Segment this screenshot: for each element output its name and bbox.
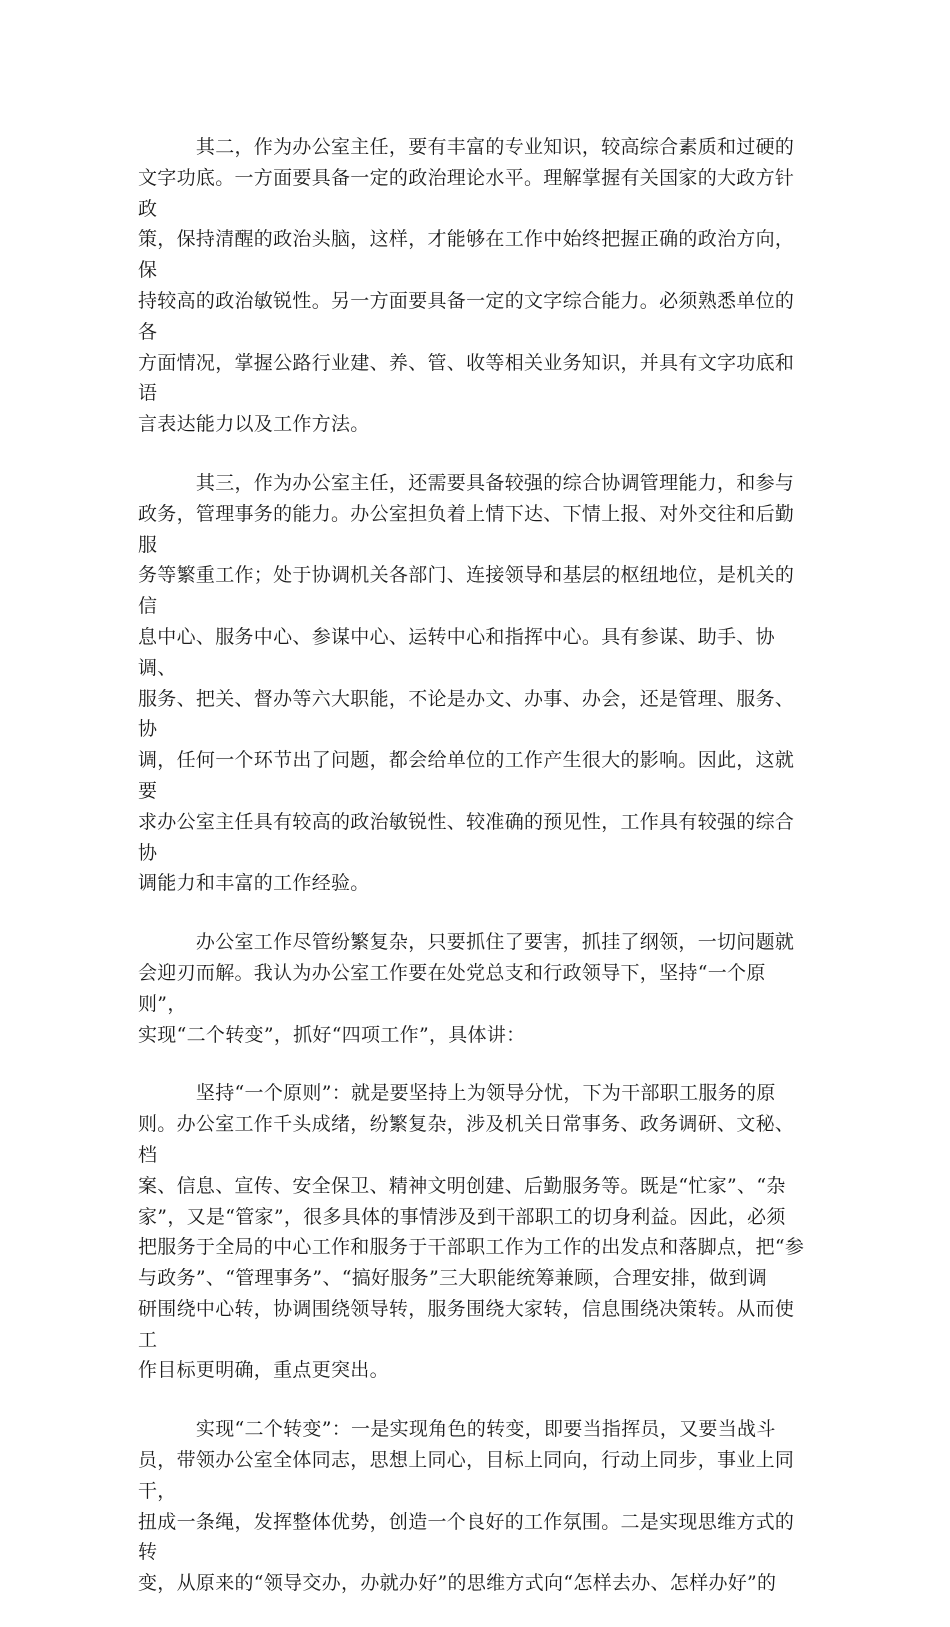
paragraph-office-work-overview: 办公室工作尽管纷繁复杂，只要抓住了要害，抓挂了纲领，一切问题就 会迎刃而解。我认为办公室工作要在处党总支和行政领导下，坚持“一个原则”， 实现“二个转变”，抓好“四项工作”，具体讲： <box>138 931 795 1046</box>
paragraph-one-principle: 坚持“一个原则”：就是要坚持上为领导分忧，下为干部职工服务的原 则。办公室工作千头成绪，纷繁复杂，涉及机关日常事务、政务调研、文秘、档 案、信息、宣传、安全保卫、精神文明创建、后勤服务等。既是“忙家”、“杂 家”，又是“管家”，很多具体的事情涉及到干部职工的切身利益。因此，必须 把服务于全局的中心工作和服务于干部职工作为工作的出发点和落脚点，把“参 与政务”、“管理事务”、“搞好服务”三大职能统筹兼顾，合理安排，做到调 研围绕中心转，协调围绕领导转，服务围绕大家转，信息围绕决策转。从而使工 作目标更明确，重点更突出。 <box>138 1082 805 1382</box>
paragraph-qi-san: 其三，作为办公室主任，还需要具备较强的综合协调管理能力，和参与 政务，管理事务的能力。办公室担负着上情下达、下情上报、对外交往和后勤服 务等繁重工作；处于协调机关各部门、连接领导和基层的枢纽地位，是机关的信 息中心、服务中心、参谋中心、运转中心和指挥中心。具有参谋、助手、协调、 服务、把关、督办等六大职能，不论是办文、办事、办会，还是管理、服务、协 调，任何一个环节出了问题，都会给单位的工作产生很大的影响。因此，这就要 求办公室主任具有较高的政治敏锐性、较准确的预见性，工作具有较强的综合协 调能力和丰富的工作经验。 <box>138 471 795 895</box>
paragraph-two-transformations: 实现“二个转变”：一是实现角色的转变，即要当指挥员，又要当战斗 员，带领办公室全体同志，思想上同心，目标上同向，行动上同步，事业上同干， 扭成一条绳，发挥整体优势，创造一个良好的工作氛围。二是实现思维方式的转 变，从原来的“领导交办，办就办好”的思维方式向“怎样去办、怎样办好”的 <box>138 1418 795 1595</box>
paragraph-qi-er: 其二，作为办公室主任，要有丰富的专业知识，较高综合素质和过硬的 文字功底。一方面要具备一定的政治理论水平。理解掌握有关国家的大政方针政 策，保持清醒的政治头脑，这样，才能够在工作中始终把握正确的政治方向，保 持较高的政治敏锐性。另一方面要具备一定的文字综合能力。必须熟悉单位的各 方面情况，掌握公路行业建、养、管、收等相关业务知识，并具有文字功底和语 言表达能力以及工作方法。 <box>138 136 795 436</box>
document-body <box>138 132 810 1627</box>
